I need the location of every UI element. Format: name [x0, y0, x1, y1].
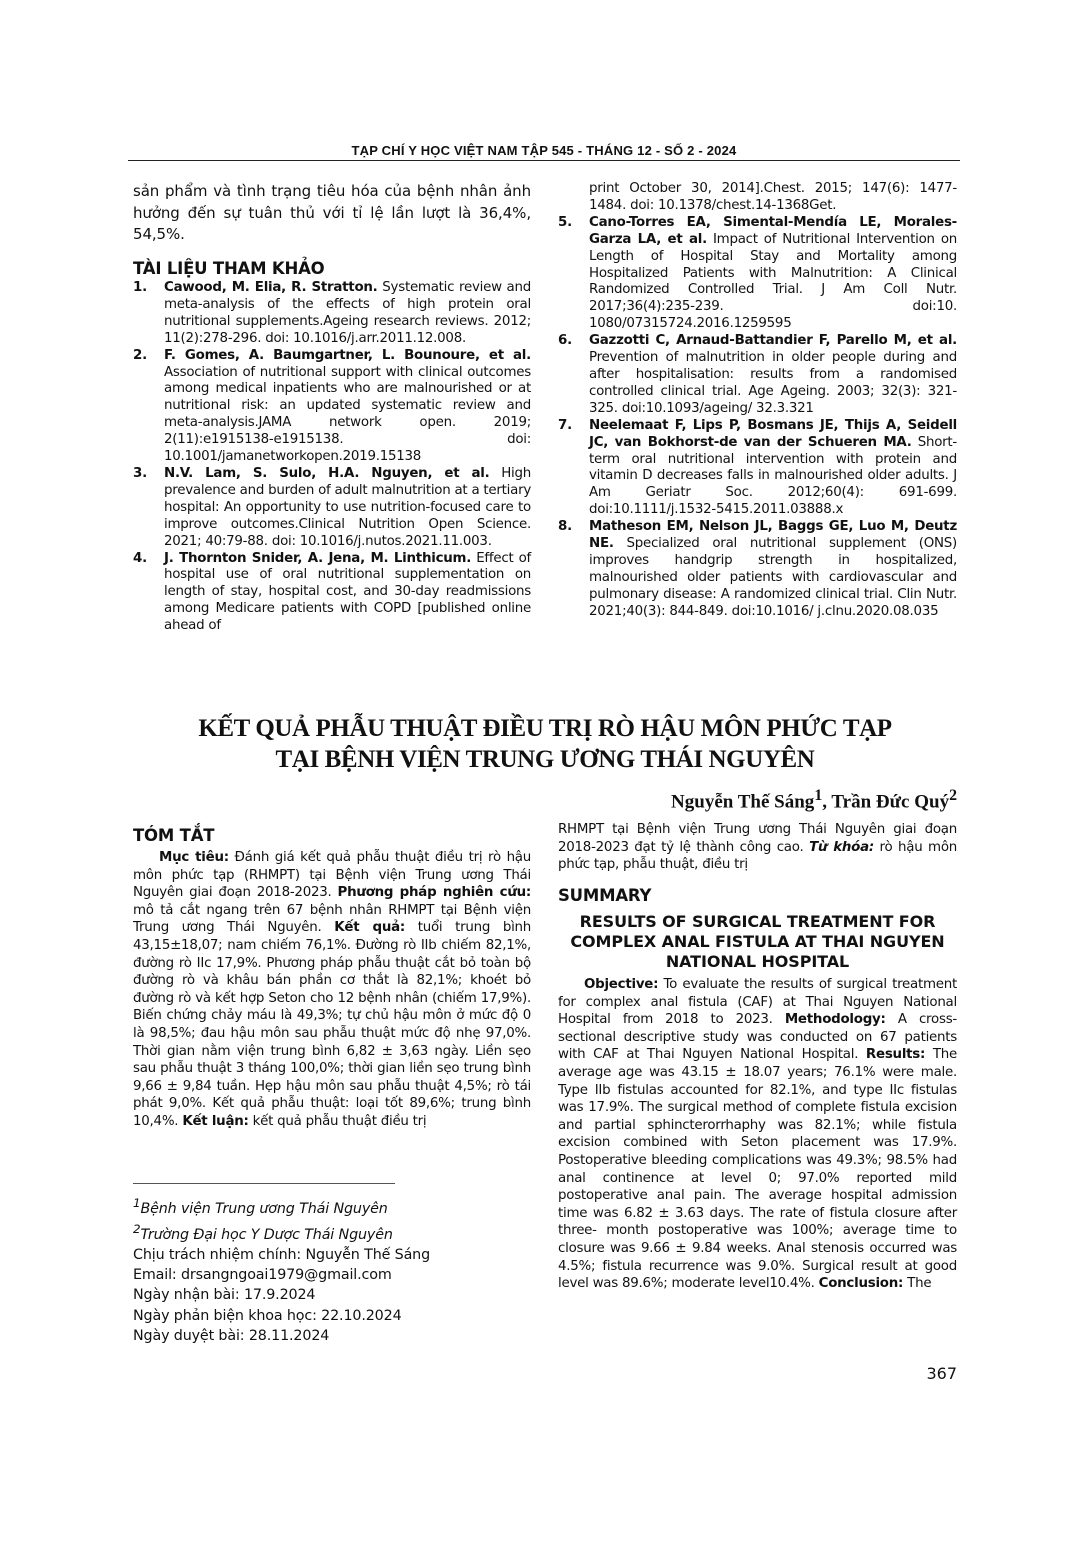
ref-authors: Matheson EM, Nelson JL, Baggs GE, Luo M, Deutz NE.: [589, 519, 957, 552]
label-results: Kết quả:: [334, 920, 406, 936]
affil-text: Bệnh viện Trung ương Thái Nguyên: [140, 1200, 388, 1217]
reference-item: [558, 418, 957, 519]
summary-heading: SUMMARY: [558, 886, 652, 905]
summary-text: The: [903, 1276, 932, 1292]
corresponding-author: Chịu trách nhiệm chính: Nguyễn Thế Sáng: [133, 1246, 431, 1263]
ref-text: High prevalence and burden of adult malnutrition at a tertiary hospital: An opportunity to use nutrition-focused care to improve outcomes.Clinical Nutrition Open Science. 2021; 40:79-88. doi: 10.1016/j.nutos.2021.11.003.: [164, 465, 532, 549]
author-2-affil: 2: [949, 787, 957, 804]
ref-text: Association of nutritional support with clinical outcomes among medical inpatients who are malnourished or at nutritional risk: an updated systematic review and meta-analysis.JAMA network open. 2019; 2(11):e1915138-e1915138. doi: 10.1001/jamanetworkopen.2019.15138: [164, 364, 531, 465]
ref-authors: N.V. Lam, S. Sulo, H.A. Nguyen, et al.: [164, 465, 490, 481]
label-methodology: Methodology:: [784, 1012, 886, 1028]
abstract-vi-body: [133, 849, 531, 1131]
reference-item: [133, 280, 531, 348]
ref-num: 6.: [558, 333, 572, 349]
author-1: Nguyễn Thế Sáng: [671, 791, 815, 813]
ref-text: print October 30, 2014].Chest. 2015; 147(6): 1477-1484. doi: 10.1378/chest.14-1368Get.: [589, 181, 957, 213]
ref-authors: Gazzotti C, Arnaud-Battandier F, Parello M, et al.: [589, 333, 957, 349]
ref-num: 4.: [133, 550, 147, 566]
ref-authors: F. Gomes, A. Baumgartner, L. Bounoure, et al.: [164, 347, 531, 363]
references-heading: TÀI LIỆU THAM KHẢO: [133, 259, 325, 278]
authors: [671, 787, 957, 813]
ref-authors: Neelemaat F, Lips P, Bosmans JE, Thijs A, Seidell JC, van Bokhorst-de van der Schueren MA.: [589, 417, 957, 450]
abstract-text: mô tả cắt ngang trên 67 bệnh nhân RHMPT tại Bệnh viện Trung ương Thái Nguyên.: [133, 902, 531, 936]
abstract-heading: TÓM TẮT: [133, 826, 215, 845]
affil-sup: 2: [133, 1221, 141, 1236]
footnote-rule: [133, 1183, 395, 1184]
abstract-text: tuổi trung bình 43,15±18,07; nam chiếm 76,1%. Đường rò IIb chiếm 82,1%, đường rò IIc 17,9%. Phương pháp phẫu thuật cắt bỏ toàn bộ đường rò và khâu bán phần cơ thắt là 82,1%; khoét bỏ đường rò và kết hợp Seton cho 12 bệnh nhân (chiếm 17,9%). Biến chứng chảy máu là 49,3%; tự chủ hậu môn ở mức độ 0 là 98,5%; đau hậu môn sau phẫu thuật mức độ nhẹ 97,0%. Thời gian nằm viện trung bình 6,82 ± 3,63 ngày. Liền sẹo sau phẫu thuật 3 tháng 100,0%; thời gian liền sẹo trung bình 9,66 ± 9,84 tuần. Hẹp hậu môn sau phẫu thuật 4,5%; rò tái phát 9,0%. Kết quả phẫu thuật: loại tốt 89,6%; trung bình 10,4%.: [133, 920, 532, 1129]
abstract-text: kết quả phẫu thuật điều trị: [248, 1113, 427, 1129]
reference-item: [133, 348, 531, 466]
ref-text: Specialized oral nutritional supplement (ONS) improves handgrip strength in hospitalized, malnourished older patients with cardiovascular and pulmonary disease: A randomized clinical trial. Clin Nutr. 2021;40(3): 844-849. doi:10.1016/ j.clnu.2020.08.035: [589, 536, 957, 619]
label-objective: Objective:: [584, 977, 659, 992]
ref-num: 5.: [558, 214, 572, 230]
abstract-text: RHMPT tại Bệnh viện Trung ương Thái Nguyên giai đoạn 2018-2023 đạt tỷ lệ thành công cao.: [558, 822, 957, 855]
references-right: [558, 181, 957, 621]
label-conclusion: Conclusion:: [818, 1276, 904, 1292]
title-line-1: KẾT QUẢ PHẪU THUẬT ĐIỀU TRỊ RÒ HẬU MÔN PHỨC TẠP: [198, 715, 892, 742]
footnotes: [133, 1193, 430, 1346]
abstract-vi-continued: [558, 821, 957, 874]
affiliation-2: [133, 1219, 430, 1245]
reference-item: [558, 519, 957, 620]
reference-item: [133, 551, 531, 636]
keywords-label: Từ khóa:: [809, 839, 874, 855]
reference-item: [133, 466, 531, 551]
keywords: rò hậu môn phức tạp, phẫu thuật, điều trị: [558, 839, 957, 873]
ref-text: Systematic review and meta-analysis of the effects of high protein oral nutritional supplements.Ageing research reviews. 2012; 11(2):278-296. doi: 10.1016/j.arr.2011.12.008.: [164, 280, 531, 346]
accepted-date: Ngày duyệt bài: 28.11.2024: [133, 1327, 330, 1344]
label-methods: Phương pháp nghiên cứu:: [337, 885, 531, 901]
label-results: Results:: [865, 1047, 926, 1063]
ref-authors: Cawood, M. Elia, R. Stratton.: [164, 280, 378, 295]
label-conclusion: Kết luận:: [182, 1113, 249, 1129]
journal-header: TẠP CHÍ Y HỌC VIỆT NAM TẬP 545 - THÁNG 12 - SỐ 2 - 2024: [351, 143, 737, 158]
intro-paragraph: sản phẩm và tình trạng tiêu hóa của bệnh nhân ảnh hưởng đến sự tuân thủ với tỉ lệ lần lượt là 36,4%, 54,5%.: [133, 182, 531, 243]
ref-num: 3.: [133, 465, 147, 481]
ref-text: Short-term oral nutritional intervention with protein and vitamin D decreases falls in malnourished older adults. J Am Geriatr Soc. 2012;60(4): 691-699. doi:10.1111/j.1532-5415.2011.03888.x: [589, 434, 957, 518]
affil-text: Trường Đại học Y Dược Thái Nguyên: [140, 1226, 393, 1243]
abstract-text: Đánh giá kết quả phẫu thuật điều trị rò hậu môn phức tạp (RHMPT) tại Bệnh viện Trung ương Thái Nguyên giai đoạn 2018-2023.: [133, 850, 531, 901]
summary-title: RESULTS OF SURGICAL TREATMENT FOR COMPLEX ANAL FISTULA AT THAI NGUYEN NATIONAL HOSPITAL: [570, 912, 945, 971]
ref-num: [558, 181, 589, 215]
author-separator: ,: [822, 791, 832, 813]
affiliation-1: [133, 1193, 430, 1219]
reference-item: [558, 333, 957, 418]
email[interactable]: Email: drsangngoai1979@gmail.com: [133, 1267, 392, 1284]
ref-text: Impact of Nutritional Intervention on Length of Hospital Stay and Mortality among Hospitalized Patients with Malnutrition: A Clinical Randomized Controlled Trial. J Am Coll Nutr. 2017;36(4):235-239. doi:10. 1080/07315724.2016.1259595: [589, 231, 958, 332]
ref-authors: Cano-Torres EA, Simental-Mendía LE, Morales-Garza LA, et al.: [589, 214, 957, 247]
summary-text: To evaluate the results of surgical treatment for complex anal fistula (CAF) at Thai Nguyen National Hospital from 2018 to 2023.: [558, 977, 957, 1028]
header-rule: [128, 160, 960, 161]
page-number: 367: [926, 1364, 957, 1383]
title-line-2: TẠI BỆNH VIỆN TRUNG ƯƠNG THÁI NGUYÊN: [275, 746, 815, 773]
affil-sup: 1: [133, 1196, 141, 1210]
article-title: [120, 713, 970, 775]
review-date: Ngày phản biện khoa học: 22.10.2024: [133, 1307, 402, 1324]
ref-authors: J. Thornton Snider, A. Jena, M. Linthicum.: [164, 550, 472, 566]
reference-item-continued: [558, 181, 957, 215]
summary-body: [558, 976, 957, 1293]
summary-text: The average age was 43.15 ± 18.07 years; 76.1% were male. Type IIb fistulas accounted for 82.1%, and type IIc fistulas was 17.9%. The surgical method of complete fistula excision and partial sphincterorrhaphy was 82.1%; while fistula excision combined with Seton placement was 17.9%. Postoperative bleeding complications was 49.3%; 98.5% had anal continence at level 0; 97.0% reported mild postoperative anal pain. The average hospital admission time was 6.82 ± 3.63 days. The rate of fistula closure after three- month postoperative was 100%; average time to closure was 9.66 ± 9.84 weeks. Anal stenosis occurred was 4.5%; fistula recurrence was 9.0%. Surgical result at good level was 89.6%; moderate level10.4%.: [558, 1047, 957, 1292]
references-left: [133, 280, 531, 635]
ref-num: 8.: [558, 519, 572, 535]
ref-text: Effect of hospital use of oral nutritional supplementation on length of stay, hospital cost, and 30-day readmissions among Medicare patients with COPD [published online ahead of: [164, 550, 531, 634]
author-1-affil: 1: [814, 787, 823, 804]
ref-num: 1.: [133, 280, 147, 295]
received-date: Ngày nhận bài: 17.9.2024: [133, 1287, 316, 1304]
ref-num: 2.: [133, 347, 147, 363]
reference-item: [558, 215, 957, 333]
ref-num: 7.: [558, 417, 572, 433]
summary-text: A cross-sectional descriptive study was conducted on 67 patients with CAF at Thai Nguyen National Hospital.: [558, 1012, 957, 1063]
author-2: Trần Đức Quý: [831, 791, 950, 813]
label-objective: Mục tiêu:: [159, 850, 229, 865]
ref-text: Prevention of malnutrition in older people during and after hospitalisation: results from a randomised controlled clinical trial. Age Ageing. 2003; 32(3): 321-325. doi:10.1093/ageing/ 32.3.321: [589, 350, 957, 416]
